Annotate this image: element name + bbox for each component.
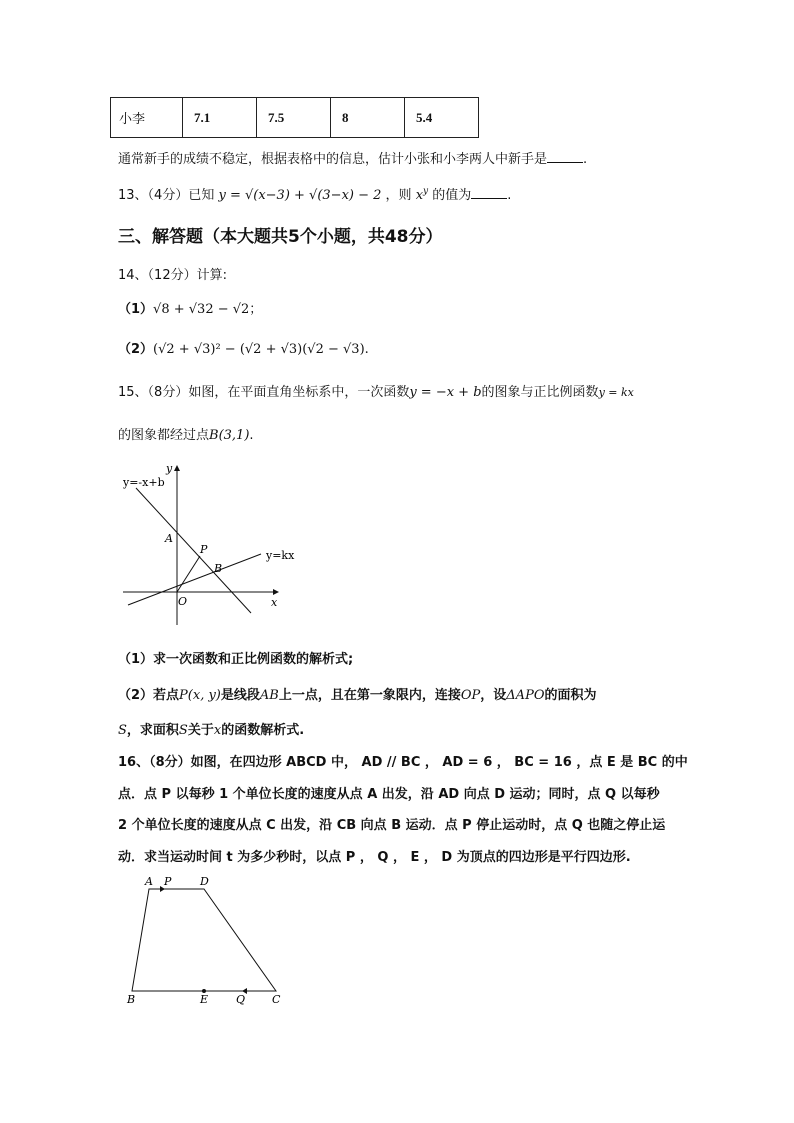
question-15-line2: 的图象都经过点B(3,1). <box>118 428 254 443</box>
label-q: Q <box>236 993 246 1006</box>
question-16-line3: 2 个单位长度的速度从点 C 出发，沿 CB 向点 B 运动．点 P 停止运动时，点 Q 也随之停止运 <box>118 818 666 833</box>
score-table <box>110 97 479 138</box>
label-p: P <box>200 543 208 556</box>
label-line2: y=kx <box>266 549 295 562</box>
table-cell: 7.1 <box>183 98 257 138</box>
label-a: A <box>145 875 153 888</box>
table-cell: 8 <box>331 98 405 138</box>
question-15-line1: 15、（8分）如图，在平面直角坐标系中，一次函数y = −x + b的图象与正比例函数y = kx <box>118 385 634 400</box>
label-e: E <box>200 993 209 1006</box>
question-15-part2: （2）若点P(x, y)是线段AB上一点，且在第一象限内，连接OP，设ΔAPO的面积为 <box>118 688 597 703</box>
trapezoid-figure <box>118 872 293 1007</box>
question-13: 13、（4分）已知 y = √(x−3) + √(3−x) − 2 ，则 $x^y$ 的值为 . <box>118 186 512 203</box>
section-heading: 三、解答题（本大题共5个小题，共48分） <box>118 227 443 247</box>
question-15-part2-cont: S，求面积S关于x的函数解析式. <box>118 723 305 738</box>
line-y-kx <box>128 554 261 605</box>
line-y-neg-x-plus-b <box>136 488 251 613</box>
segment-op <box>177 556 200 592</box>
table-row <box>111 98 479 138</box>
label-x: x <box>271 596 278 609</box>
question-16-line1: 16、（8分）如图，在四边形 ABCD 中， AD // BC ， AD = 6 ， BC = 16 ，点 E 是 BC 的中 <box>118 755 688 770</box>
question-16-line2: 点．点 P 以每秒 1 个单位长度的速度从点 A 出发，沿 AD 向点 D 运动；同时，点 Q 以每秒 <box>118 787 660 802</box>
table-cell-name: 小李 <box>111 98 183 138</box>
answer-blank <box>547 150 583 163</box>
label-c: C <box>272 993 281 1006</box>
table-cell: 5.4 <box>405 98 479 138</box>
label-o: O <box>178 595 188 608</box>
label-b: B <box>127 993 136 1006</box>
q12-text: 通常新手的成绩不稳定，根据表格中的信息，估计小张和小李两人中新手是 . <box>118 152 588 167</box>
question-14-part1: （1）√8 + √32 − √2； <box>118 302 263 317</box>
question-15-part1: （1）求一次函数和正比例函数的解析式; <box>118 652 354 667</box>
q13-expression: y = √(x−3) + √(3−x) − 2 <box>218 188 382 203</box>
table-cell: 7.5 <box>257 98 331 138</box>
label-a: A <box>165 532 173 545</box>
question-14-label: 14、（12分）计算: <box>118 268 227 283</box>
label-b: B <box>214 562 223 575</box>
label-p: P <box>164 875 172 888</box>
label-line1: y=-x+b <box>123 476 165 489</box>
question-14-part2: （2）(√2 + √3)² − (√2 + √3)(√2 − √3). <box>118 342 369 357</box>
label-y: y <box>166 462 173 475</box>
trapezoid-abcd <box>132 889 276 991</box>
answer-blank <box>471 186 507 199</box>
question-16-line4: 动．求当运动时间 t 为多少秒时，以点 P ， Q ， E ， D 为顶点的四边形是平行四边形. <box>118 850 631 865</box>
coordinate-figure <box>118 460 295 630</box>
label-d: D <box>200 875 209 888</box>
